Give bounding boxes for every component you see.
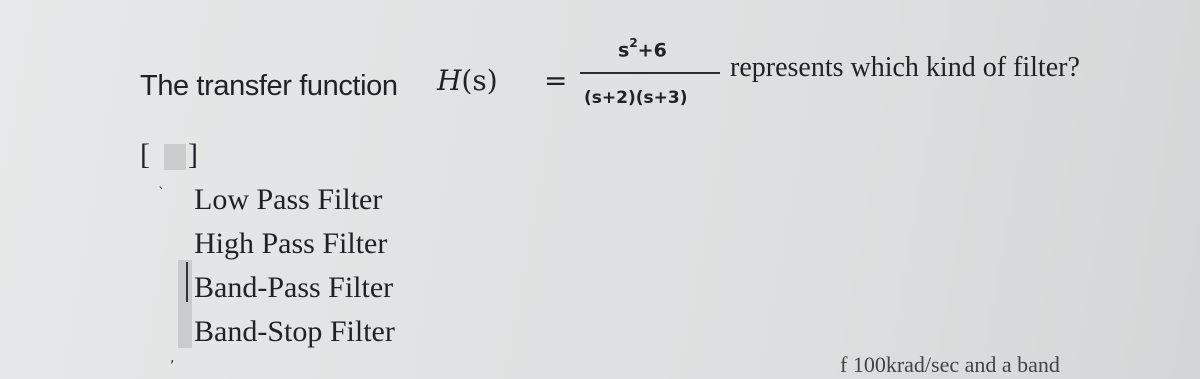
option-label: High Pass Filter bbox=[194, 227, 388, 260]
option-band-pass[interactable] bbox=[194, 266, 395, 310]
fraction-denominator: (s+2)(s+3) bbox=[584, 88, 688, 108]
numerator-base: s bbox=[618, 39, 630, 62]
answer-options bbox=[194, 178, 395, 354]
option-label: Band-Pass Filter bbox=[194, 271, 394, 304]
fraction-numerator bbox=[618, 38, 667, 61]
pen-tick-mark: ` bbox=[158, 186, 165, 202]
pen-tick-mark: , bbox=[170, 350, 175, 366]
answer-field[interactable] bbox=[140, 138, 220, 174]
option-label: Low Pass Filter bbox=[194, 183, 383, 216]
function-name: H bbox=[437, 64, 462, 97]
answer-bracket-open: [ bbox=[140, 138, 150, 171]
transfer-function-fraction bbox=[580, 30, 720, 120]
option-high-pass[interactable] bbox=[194, 222, 395, 266]
question-text bbox=[140, 30, 1190, 120]
numerator-exponent: 2 bbox=[629, 36, 638, 50]
numerator-rest: +6 bbox=[637, 39, 667, 62]
fraction-bar bbox=[580, 72, 720, 74]
question-suffix: represents which kind of filter? bbox=[730, 52, 1080, 83]
option-low-pass[interactable] bbox=[194, 178, 395, 222]
cut-off-text: f 100krad/sec and a band bbox=[840, 352, 1060, 377]
option-band-stop[interactable] bbox=[194, 310, 395, 354]
equals-sign: = bbox=[544, 64, 568, 97]
option-label: Band-Stop Filter bbox=[194, 315, 395, 348]
answer-blank[interactable] bbox=[164, 144, 186, 170]
function-argument: (s) bbox=[461, 64, 498, 97]
question-prefix: The transfer function bbox=[140, 70, 398, 102]
transfer-function-symbol bbox=[437, 64, 498, 97]
answer-bracket-close: ] bbox=[188, 138, 198, 171]
